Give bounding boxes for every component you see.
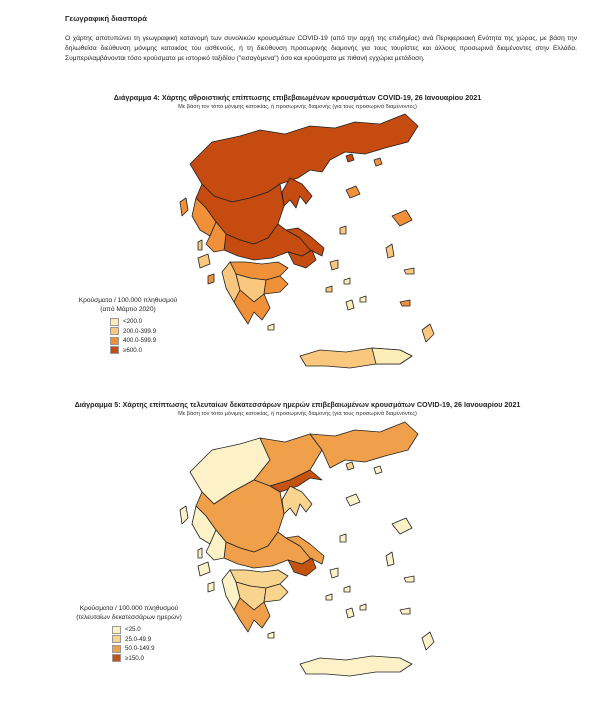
intro-paragraph: Ο χάρτης αποτυπώνει τη γεωγραφική κατανομή των συνολικών κρουσμάτων COVID-19 (από την αρχή της επιδημίας) ανά Περιφερειακή Ενότητα της χώρας, με βάση την δηλωθείσα διεύθυνση μόνιμης κατοικίας του ασθενούς, ή τη διεύθυνση προσωρινής διαμονής για τους τουρίστες και άλλους προσωρινά διαμένοντες στην Ελλάδα. Συμπεριλαμβάνονται τόσο κρούσματα με ιστορικό ταξιδίου ("εισαγόμενα") όσο και κρούσματα με πιθανή εγχώρια μετάδοση. <box>65 35 577 62</box>
map5-island-lesvos <box>392 518 412 534</box>
figure4-subtitle: Με βάση τον τόπο μόνιμης κατοικίας, ή προσωρινής διαμονής (για τους προσωρινά διαμένοντες) <box>178 104 417 110</box>
map4-island-kythira <box>268 324 274 330</box>
map5-island-lefkada <box>198 548 202 558</box>
map5-island-limnos <box>346 494 360 506</box>
figure5-legend-item: <25.0 <box>112 625 190 635</box>
map5-island-cyclades3 <box>360 604 366 610</box>
map4-island-andros <box>330 260 338 270</box>
legend-swatch <box>110 318 119 326</box>
figure5-legend <box>68 604 190 663</box>
figure4-map <box>150 112 450 384</box>
map5-island-skyros <box>340 534 346 542</box>
map4-island-zakynthos <box>208 274 214 284</box>
map4-island-crete-east <box>372 348 412 364</box>
figure4-legend-item: 400.0-599.9 <box>110 336 184 346</box>
map5-region-north-east <box>310 422 418 468</box>
legend-swatch <box>112 654 121 662</box>
map4-island-naxos <box>346 300 354 310</box>
map4-island-kefalonia <box>198 254 210 268</box>
figure5-legend-title: Κρούσματα / 100.000 πληθυσμού <box>79 605 179 612</box>
legend-swatch <box>110 327 119 335</box>
legend-swatch <box>110 346 119 354</box>
map5-island-zakynthos <box>208 582 214 592</box>
figure4-legend-title: Κρούσματα / 100.000 πληθυσμού <box>78 297 178 304</box>
legend-swatch <box>112 645 121 653</box>
map5-island-samothraki <box>374 466 382 474</box>
map5-island-kos <box>400 608 410 614</box>
figure4-legend-subtitle: (από Μάρτιο 2020) <box>100 306 156 313</box>
map5-island-crete <box>300 656 412 676</box>
section-title: Γεωγραφική διασπορά <box>65 14 147 23</box>
map4-island-rhodes <box>422 324 434 342</box>
map5-island-samos <box>404 576 414 582</box>
map5-island-chios <box>386 552 394 566</box>
map5-island-kefalonia <box>198 562 210 576</box>
figure5-legend-item: 25.0-49.9 <box>112 635 190 645</box>
map4-island-cyclades2 <box>326 286 332 292</box>
map5-island-andros <box>330 568 338 578</box>
map5-region-chalkidiki <box>282 486 312 516</box>
map4-island-thasos <box>346 154 354 162</box>
map5-island-corfu <box>180 506 188 524</box>
figure5-legend-item: 50.0-149.9 <box>112 644 190 654</box>
legend-swatch <box>112 635 121 643</box>
map4-island-lefkada <box>198 240 202 250</box>
map4-island-lesvos <box>392 210 412 226</box>
figure4-legend-item: ≥600.0 <box>110 346 184 356</box>
figure4-legend-item: 200.0-399.9 <box>110 327 184 337</box>
figure5-legend-subtitle: (τελευταίων δεκατεσσάρων ημερών) <box>76 614 182 621</box>
figure5-legend-item: ≥150.0 <box>112 654 190 664</box>
figure4-legend-item: <200.0 <box>110 317 184 327</box>
map5-island-cyclades1 <box>344 586 350 592</box>
map5-island-cyclades2 <box>326 594 332 600</box>
map4-island-samothraki <box>374 158 382 166</box>
figure5-title: Διάγραμμα 5: Χάρτης επίπτωσης τελευταίων δεκατεσσάρων ημερών επιβεβαιωμένων κρουσμάτων COVID-19, 26 Ιανουαρίου 2021 <box>74 400 521 409</box>
legend-swatch <box>112 626 121 634</box>
map4-region-chalkidiki <box>282 178 312 208</box>
map4-island-skyros <box>340 226 346 234</box>
map4-island-corfu <box>180 198 188 216</box>
legend-swatch <box>110 337 119 345</box>
map4-island-cyclades3 <box>360 296 366 302</box>
map5-island-naxos <box>346 608 354 618</box>
map4-island-chios <box>386 244 394 258</box>
map4-island-samos <box>404 268 414 274</box>
map4-island-limnos <box>346 186 360 198</box>
figure5-subtitle: Με βάση τον τόπο μόνιμης κατοικίας, ή προσωρινής διαμονής (για τους προσωρινά διαμένοντες) <box>178 411 417 417</box>
figure4-title: Διάγραμμα 4: Χάρτης αθροιστικής επίπτωσης επιβεβαιωμένων κρουσμάτων COVID-19, 26 Ιανουαρίου 2021 <box>113 93 482 102</box>
figure4-legend <box>72 296 184 355</box>
map5-island-kythira <box>268 632 274 638</box>
figure5-map <box>150 420 450 692</box>
map5-island-rhodes <box>422 632 434 650</box>
map5-island-thasos <box>346 462 354 470</box>
map4-island-kos <box>400 300 410 306</box>
map4-island-cyclades1 <box>344 278 350 284</box>
